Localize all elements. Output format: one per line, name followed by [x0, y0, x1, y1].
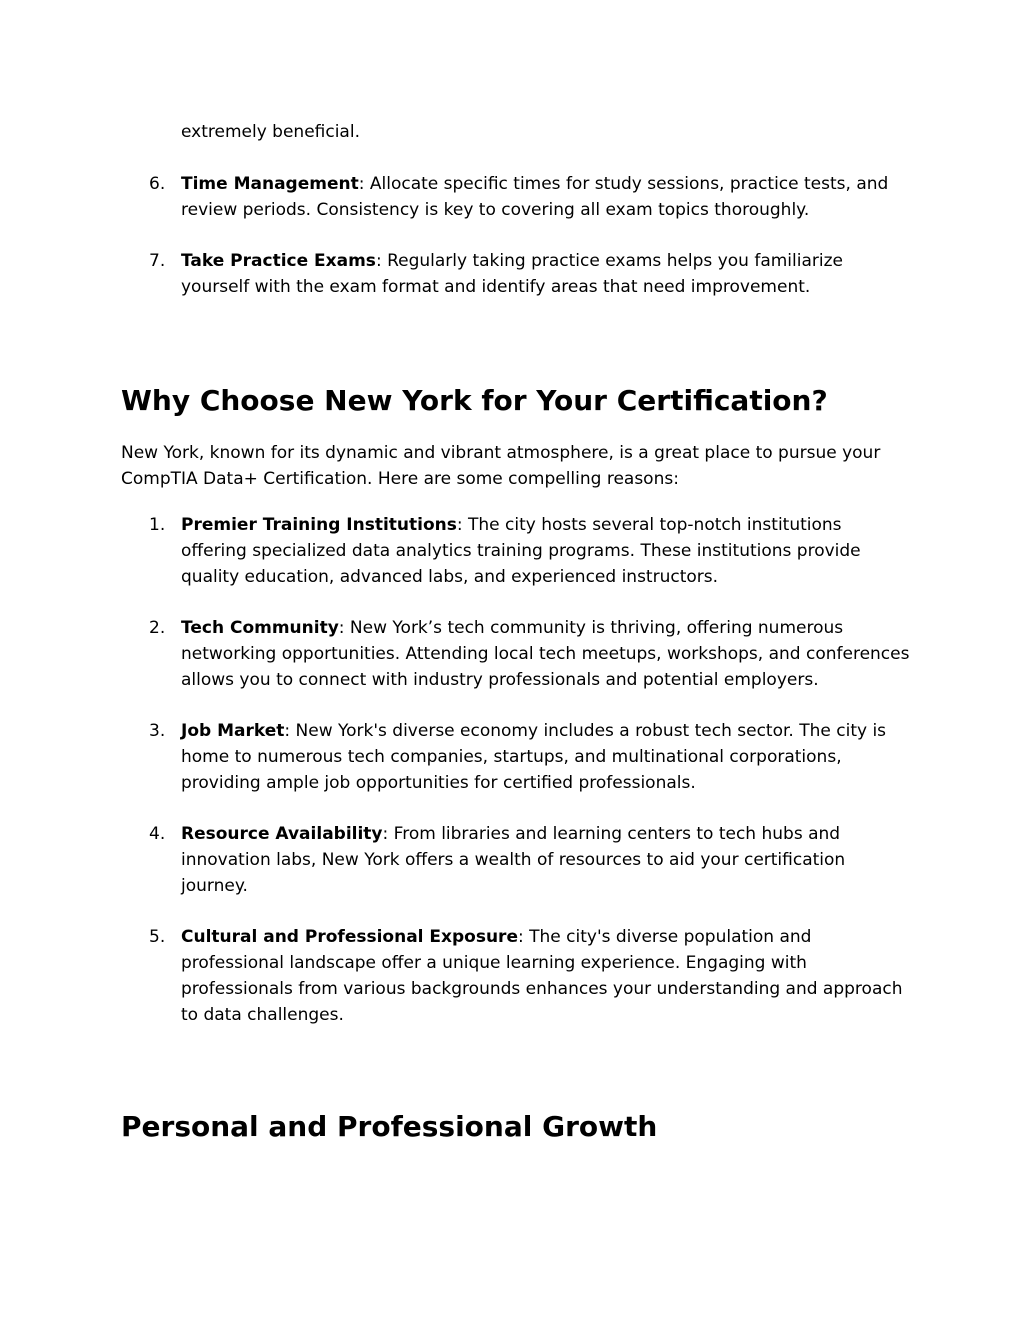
section-intro-paragraph: New York, known for its dynamic and vibrant atmosphere, is a great place to pursue your CompTIA Data+ Certification. Here are some compelling reasons: — [121, 443, 881, 489]
list-item-text: Regularly taking practice exams helps you familiarize yourself with the exam format and identify areas that need improvement. — [181, 251, 843, 297]
list-item-title: Resource Availability — [181, 824, 383, 844]
list-item-title: Tech Community — [181, 618, 339, 638]
list-item-text: New York’s tech community is thriving, offering numerous networking opportunities. Attending local tech meetups, workshops, and conferences allows you to connect with industry professionals and potential employers. — [181, 618, 910, 690]
list-item: 7. Take Practice Exams: Regularly taking practice exams helps you familiarize yourself with the exam format and identify areas that need improvement. — [121, 248, 921, 300]
section-heading-why-new-york: Why Choose New York for Your Certification? — [121, 384, 828, 417]
list-item-title: Job Market — [181, 721, 285, 741]
list-item: 1. Premier Training Institutions: The city hosts several top-notch institutions offering specialized data analytics training programs. These institutions provide quality education, advanced labs, and experienced instructors. — [121, 512, 921, 590]
list-item-text: Allocate specific times for study sessions, practice tests, and review periods. Consistency is key to covering all exam topics thoroughly. — [181, 174, 889, 220]
tips-list — [121, 171, 921, 300]
list-item: 3. Job Market: New York's diverse economy includes a robust tech sector. The city is home to numerous tech companies, startups, and multinational corporations, providing ample job opportunities for certified professionals. — [121, 718, 921, 796]
list-item-text: The city's diverse population and professional landscape offer a unique learning experience. Engaging with professionals from various backgrounds enhances your understanding and approach to data challenges. — [181, 927, 903, 1025]
list-item-text: New York's diverse economy includes a robust tech sector. The city is home to numerous tech companies, startups, and multinational corporations, providing ample job opportunities for certified professionals. — [181, 721, 887, 793]
list-item-title: Take Practice Exams — [181, 251, 376, 271]
list-item-number: 3. — [149, 721, 166, 741]
list-item-title: Premier Training Institutions — [181, 515, 457, 535]
list-item-number: 1. — [149, 515, 166, 535]
section-heading-growth: Personal and Professional Growth — [121, 1110, 658, 1143]
list-item: 6. Time Management: Allocate specific times for study sessions, practice tests, and review periods. Consistency is key to covering all exam topics thoroughly. — [121, 171, 921, 223]
list-item-number: 6. — [149, 174, 166, 194]
list-item-title: Cultural and Professional Exposure — [181, 927, 518, 947]
list-item-number: 5. — [149, 927, 166, 947]
list-item: 5. Cultural and Professional Exposure: The city's diverse population and professional landscape offer a unique learning experience. Engaging with professionals from various backgrounds enhances your understanding and approach to data challenges. — [121, 924, 921, 1028]
reasons-list — [121, 512, 921, 1028]
list-item-number: 7. — [149, 251, 166, 271]
list-item-text: From libraries and learning centers to tech hubs and innovation labs, New York offers a wealth of resources to aid your certification journey. — [181, 824, 846, 896]
list-item: 4. Resource Availability: From libraries and learning centers to tech hubs and innovation labs, New York offers a wealth of resources to aid your certification journey. — [121, 821, 921, 899]
list-item-number: 2. — [149, 618, 166, 638]
list-item-number: 4. — [149, 824, 166, 844]
continuation-text: extremely beneficial. — [181, 122, 360, 142]
list-item-text: The city hosts several top-notch institutions offering specialized data analytics training programs. These institutions provide quality education, advanced labs, and experienced instructors. — [181, 515, 861, 587]
list-item: 2. Tech Community: New York’s tech community is thriving, offering numerous networking opportunities. Attending local tech meetups, workshops, and conferences allows you to connect with industry professionals and potential employers. — [121, 615, 921, 693]
list-item-title: Time Management — [181, 174, 359, 194]
